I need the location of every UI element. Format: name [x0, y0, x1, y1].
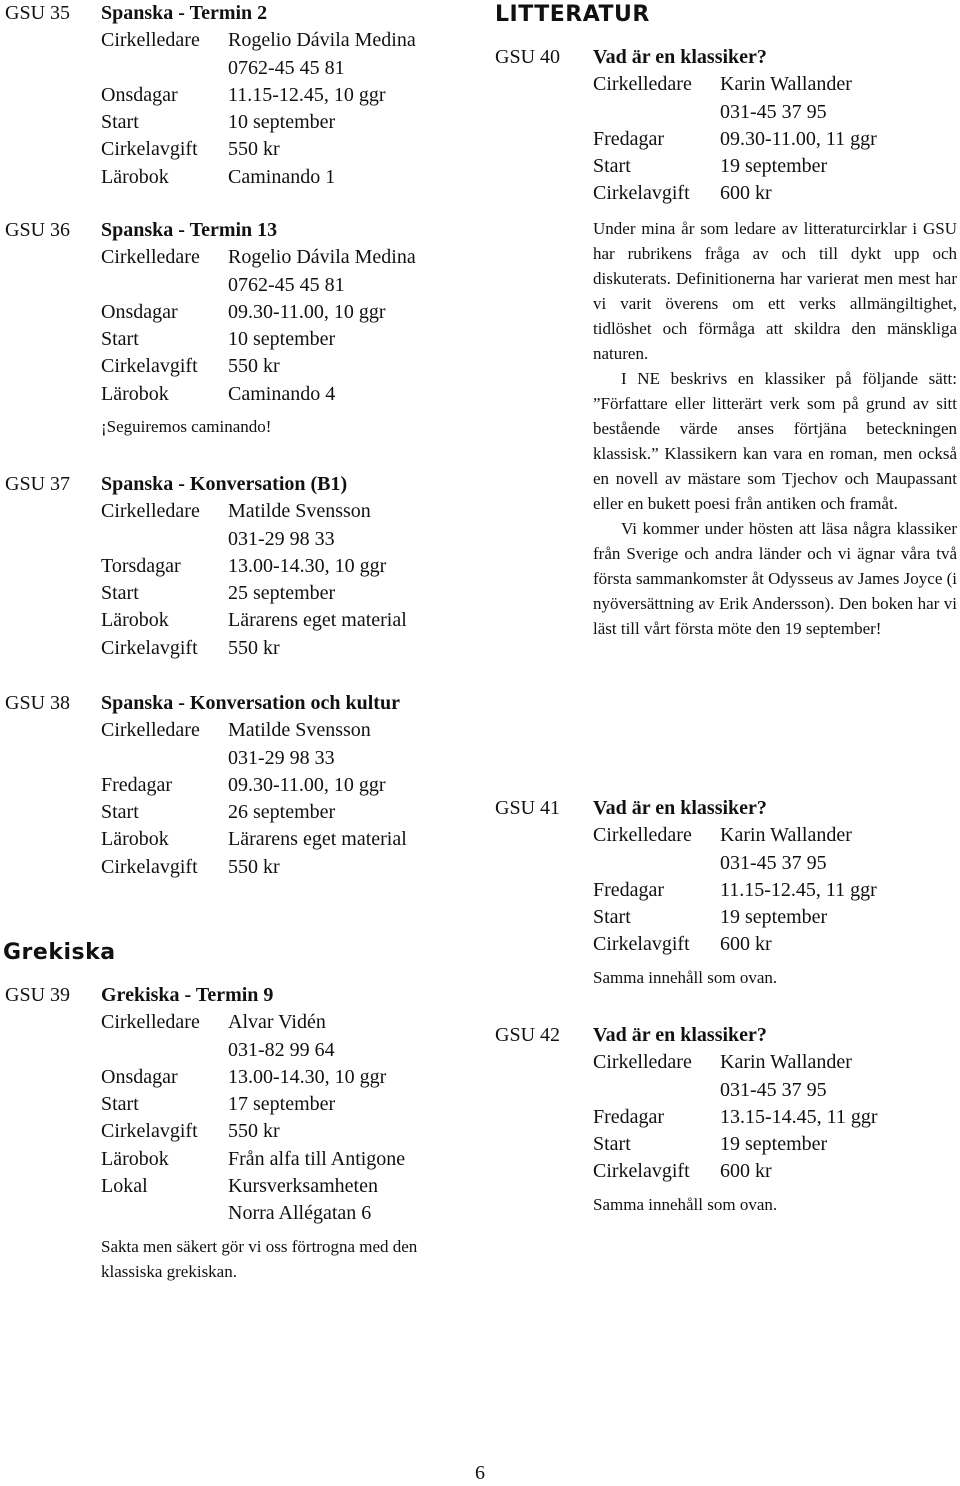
course-details: [593, 1049, 878, 1185]
detail-label: [593, 850, 720, 877]
detail-row: [101, 854, 407, 881]
detail-row: [101, 1200, 469, 1227]
course-details: [101, 498, 407, 662]
course-body: [101, 471, 407, 662]
detail-value: 26 september: [228, 801, 336, 824]
detail-row: [101, 826, 407, 853]
detail-value: 11.15-12.45, 10 ggr: [228, 83, 386, 106]
detail-row: [101, 498, 407, 525]
detail-value: Lärarens eget material: [228, 828, 407, 851]
course-note: Sakta men säkert gör vi oss förtrogna med den klassiska grekiskan.: [101, 1236, 418, 1281]
detail-value: 13.15-14.45, 11 ggr: [720, 1105, 878, 1128]
detail-row: [593, 1131, 878, 1158]
detail-row: [101, 1173, 469, 1200]
detail-value: Lärarens eget material: [228, 609, 407, 632]
detail-label: Fredagar: [593, 1105, 665, 1128]
detail-label: Lokal: [101, 1175, 148, 1198]
section-heading-litteratur: LITTERATUR: [495, 2, 650, 27]
detail-row: [593, 153, 960, 180]
detail-row: [101, 772, 407, 799]
detail-value: 19 september: [720, 906, 828, 929]
detail-value: 0762-45 45 81: [228, 273, 345, 296]
detail-row: [101, 580, 407, 607]
course-description: [593, 216, 957, 641]
detail-row: [101, 272, 416, 299]
detail-row: [593, 904, 877, 931]
detail-label: Fredagar: [593, 127, 665, 150]
detail-value: 13.00-14.30, 10 ggr: [228, 554, 387, 577]
detail-label: Cirkelavgift: [101, 636, 198, 659]
course-note: Samma innehåll som ovan.: [593, 1194, 778, 1214]
detail-label: Cirkelavgift: [593, 933, 690, 956]
course-details: [593, 71, 960, 207]
detail-row: [593, 126, 960, 153]
detail-value: 031-45 37 95: [720, 100, 827, 123]
course-note: Samma innehåll som ovan.: [593, 967, 778, 987]
detail-value: 600 kr: [720, 1160, 772, 1183]
detail-value: Rogelio Dávila Medina: [228, 246, 416, 269]
detail-value: Kursverksamheten: [228, 1175, 378, 1198]
detail-label: Start: [593, 1133, 631, 1156]
detail-value: 550 kr: [228, 636, 280, 659]
course-note: ¡Seguiremos caminando!: [101, 417, 272, 437]
detail-row: [101, 381, 416, 408]
detail-row: [593, 1104, 878, 1131]
detail-row: [593, 1049, 878, 1076]
course-title: Vad är en klassiker?: [593, 46, 767, 68]
detail-label: Cirkelavgift: [101, 138, 198, 161]
course-gsu39: [5, 982, 469, 1284]
detail-label: Lärobok: [101, 165, 169, 188]
detail-label: [101, 1200, 228, 1227]
detail-value: Karin Wallander: [720, 73, 852, 96]
detail-label: Onsdagar: [101, 1065, 178, 1088]
detail-label: Onsdagar: [101, 300, 178, 323]
course-body: [101, 982, 469, 1284]
detail-value: 550 kr: [228, 1120, 280, 1143]
detail-row: [101, 1037, 469, 1064]
detail-label: Start: [101, 328, 139, 351]
detail-label: Lärobok: [101, 382, 169, 405]
detail-label: Start: [101, 111, 139, 134]
detail-row: [101, 1091, 469, 1118]
detail-value: Alvar Vidén: [228, 1011, 326, 1034]
detail-row: [101, 82, 416, 109]
detail-label: Lärobok: [101, 609, 169, 632]
detail-value: 0762-45 45 81: [228, 56, 345, 79]
detail-value: Karin Wallander: [720, 1051, 852, 1074]
detail-row: [593, 931, 877, 958]
detail-row: [101, 635, 407, 662]
detail-value: 550 kr: [228, 355, 280, 378]
detail-value: 17 september: [228, 1093, 336, 1116]
course-code: GSU 36: [5, 219, 71, 241]
course-code: GSU 39: [5, 984, 71, 1006]
detail-value: 031-82 99 64: [228, 1038, 335, 1061]
detail-label: Cirkelavgift: [593, 1160, 690, 1183]
detail-label: Cirkelledare: [101, 719, 200, 742]
course-title: Vad är en klassiker?: [593, 1024, 767, 1046]
detail-value: 031-45 37 95: [720, 1078, 827, 1101]
course-title: Spanska - Konversation och kultur: [101, 692, 400, 714]
course-body: [101, 0, 416, 191]
detail-label: Cirkelledare: [101, 500, 200, 523]
detail-value: 09.30-11.00, 10 ggr: [228, 300, 386, 323]
course-body: [101, 690, 407, 881]
course-gsu40: [495, 44, 960, 641]
detail-value: Matilde Svensson: [228, 500, 371, 523]
description-paragraph: I NE beskrivs en klassiker på följande sätt: ”Författare eller litterärt verk som på grund av sitt bestående värde anses förtjäna beteckningen klassisk.” Klassikern kan vara en roman, men också en novell av mästare som Tjechov och Maupassant eller en bukett poesi från antiken och framåt.: [593, 368, 957, 513]
detail-row: [593, 1158, 878, 1185]
course-details: [101, 244, 416, 408]
detail-label: Onsdagar: [101, 83, 178, 106]
detail-label: Start: [101, 801, 139, 824]
course-details: [101, 27, 416, 191]
detail-row: [101, 553, 407, 580]
detail-value: 09.30-11.00, 10 ggr: [228, 773, 386, 796]
detail-row: [101, 55, 416, 82]
course-gsu41: [495, 795, 877, 990]
course-title: Spanska - Konversation (B1): [101, 473, 348, 495]
detail-label: Cirkelavgift: [101, 855, 198, 878]
detail-row: [101, 109, 416, 136]
course-gsu37: [5, 471, 407, 662]
detail-row: [101, 745, 407, 772]
course-code: GSU 35: [5, 2, 71, 24]
course-gsu42: [495, 1022, 878, 1217]
detail-value: 031-29 98 33: [228, 746, 335, 769]
detail-label: [101, 526, 228, 553]
detail-label: Cirkelledare: [101, 1011, 200, 1034]
detail-value: Rogelio Dávila Medina: [228, 29, 416, 52]
detail-label: [101, 745, 228, 772]
detail-row: [593, 877, 877, 904]
detail-row: [593, 71, 960, 98]
detail-label: [101, 1037, 228, 1064]
detail-row: [101, 526, 407, 553]
detail-row: [101, 717, 407, 744]
detail-label: Lärobok: [101, 1147, 169, 1170]
detail-label: Cirkelavgift: [101, 1120, 198, 1143]
detail-value: 600 kr: [720, 182, 772, 205]
detail-value: 19 september: [720, 155, 828, 178]
detail-label: Cirkelledare: [593, 824, 692, 847]
detail-row: [593, 850, 877, 877]
detail-row: [101, 299, 416, 326]
detail-row: [101, 27, 416, 54]
detail-value: Caminando 1: [228, 165, 336, 188]
detail-value: 031-45 37 95: [720, 851, 827, 874]
detail-label: Cirkelavgift: [101, 355, 198, 378]
section-heading-grekiska: Grekiska: [3, 940, 116, 965]
detail-row: [101, 136, 416, 163]
detail-value: 19 september: [720, 1133, 828, 1156]
description-paragraph: Vi kommer under hösten att läsa några klassiker från Sverige och andra länder och vi ägnar våra två första sammankomster åt Odysseus av James Joyce (i nyöversättning av Erik Andersson). Den boken har vi läst till vårt första möte den 19 september!: [593, 518, 957, 638]
detail-value: 10 september: [228, 328, 336, 351]
detail-label: [101, 272, 228, 299]
course-body: [593, 795, 877, 990]
detail-value: Norra Allégatan 6: [228, 1202, 372, 1225]
detail-row: [593, 1077, 878, 1104]
course-title: Spanska - Termin 13: [101, 219, 278, 241]
detail-label: Cirkelavgift: [593, 182, 690, 205]
detail-label: Cirkelledare: [593, 1051, 692, 1074]
detail-value: 13.00-14.30, 10 ggr: [228, 1065, 387, 1088]
detail-label: Fredagar: [101, 773, 173, 796]
detail-row: [101, 244, 416, 271]
course-code: GSU 38: [5, 692, 71, 714]
detail-value: 550 kr: [228, 855, 280, 878]
detail-row: [101, 799, 407, 826]
course-details: [101, 717, 407, 881]
detail-row: [101, 1146, 469, 1173]
course-code: GSU 41: [495, 797, 561, 819]
detail-value: Caminando 4: [228, 382, 336, 405]
course-body: [593, 44, 960, 641]
detail-row: [593, 99, 960, 126]
course-title: Spanska - Termin 2: [101, 2, 268, 24]
detail-label: Cirkelledare: [593, 73, 692, 96]
detail-value: 600 kr: [720, 933, 772, 956]
detail-value: Matilde Svensson: [228, 719, 371, 742]
detail-row: [101, 1118, 469, 1145]
course-gsu38: [5, 690, 407, 881]
page-number: 6: [475, 1462, 485, 1484]
detail-row: [101, 353, 416, 380]
detail-label: Start: [593, 155, 631, 178]
course-code: GSU 37: [5, 473, 71, 495]
detail-value: 10 september: [228, 111, 336, 134]
detail-row: [593, 180, 960, 207]
detail-label: Start: [101, 1093, 139, 1116]
detail-value: Karin Wallander: [720, 824, 852, 847]
detail-row: [101, 164, 416, 191]
course-body: [101, 217, 416, 439]
detail-label: Cirkelledare: [101, 246, 200, 269]
course-gsu36: [5, 217, 416, 439]
detail-label: Start: [101, 582, 139, 605]
detail-value: Från alfa till Antigone: [228, 1147, 406, 1170]
description-paragraph: Under mina år som ledare av litteraturcirklar i GSU har rubrikens fråga av och till dykt upp och diskuterats. Definitionerna har varierat men mest har vi varit överens om ett verks allmängiltighet, tidlöshet och förmåga att skildra den mänskliga naturen.: [593, 218, 957, 363]
course-title: Vad är en klassiker?: [593, 797, 767, 819]
course-details: [593, 822, 877, 958]
detail-label: Torsdagar: [101, 554, 181, 577]
detail-label: Start: [593, 906, 631, 929]
course-details: [101, 1009, 469, 1227]
detail-value: 031-29 98 33: [228, 527, 335, 550]
detail-label: Lärobok: [101, 828, 169, 851]
course-code: GSU 42: [495, 1024, 561, 1046]
detail-label: Cirkelledare: [101, 29, 200, 52]
course-title: Grekiska - Termin 9: [101, 984, 274, 1006]
detail-label: [593, 1077, 720, 1104]
detail-row: [101, 1009, 469, 1036]
detail-label: Fredagar: [593, 878, 665, 901]
detail-value: 09.30-11.00, 11 ggr: [720, 127, 877, 150]
detail-value: 25 september: [228, 582, 336, 605]
detail-value: 11.15-12.45, 11 ggr: [720, 878, 877, 901]
course-gsu35: [5, 0, 416, 191]
detail-label: [101, 55, 228, 82]
detail-row: [593, 822, 877, 849]
detail-value: 550 kr: [228, 138, 280, 161]
detail-row: [101, 326, 416, 353]
detail-row: [101, 1064, 469, 1091]
detail-label: [593, 99, 720, 126]
course-code: GSU 40: [495, 46, 561, 68]
detail-row: [101, 607, 407, 634]
course-body: [593, 1022, 878, 1217]
